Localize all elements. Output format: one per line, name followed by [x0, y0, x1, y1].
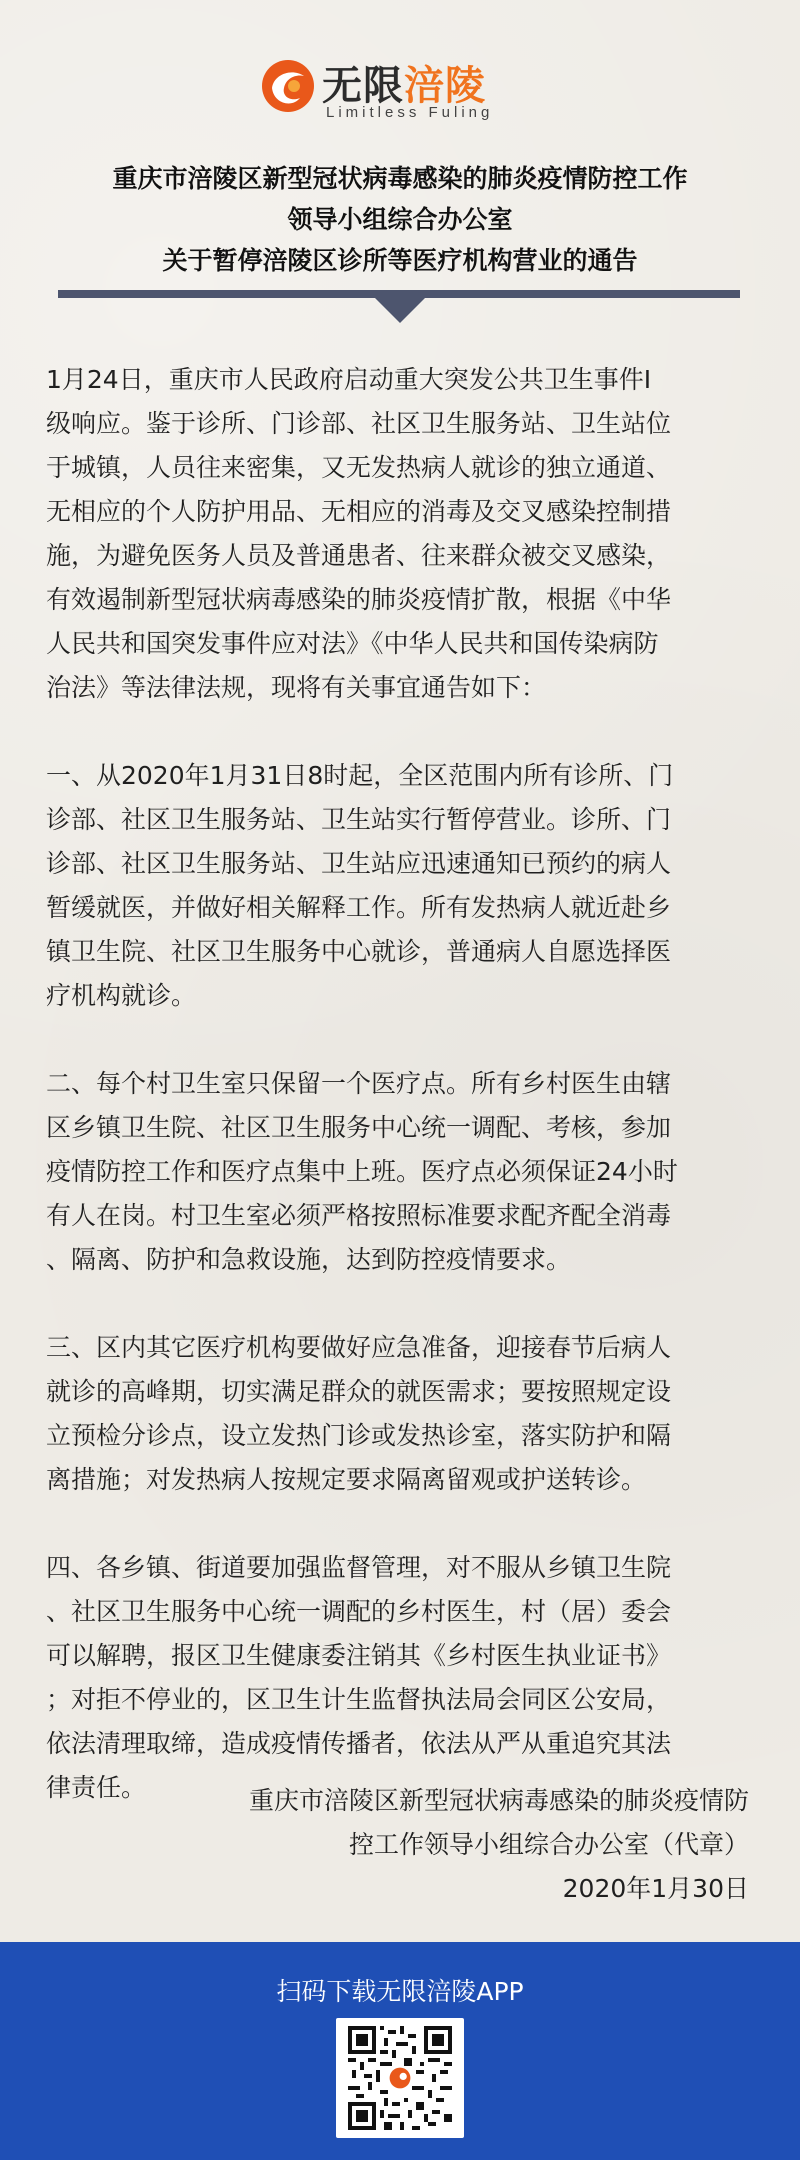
download-footer — [0, 1942, 800, 2160]
download-cta[interactable]: 扫码下载无限涪陵APP — [276, 1977, 524, 2006]
title-line-2: 领导小组综合办公室 — [287, 205, 513, 234]
paragraph-line: 诊部、社区卫生服务站、卫生站实行暂停营业。诊所、门 — [46, 805, 672, 834]
paragraph-line: 可以解聘，报区卫生健康委注销其《乡村医生执业证书》 — [46, 1641, 672, 1670]
brand-name-part2: 涪陵 — [404, 63, 486, 109]
brand-name-part1: 无限 — [322, 63, 404, 109]
paragraph-item-3 — [46, 1326, 754, 1502]
paragraph-line: 诊部、社区卫生服务站、卫生站应迅速通知已预约的病人 — [46, 849, 672, 878]
paragraph-intro — [46, 358, 754, 710]
notice-title — [40, 158, 760, 281]
brand-logo[interactable] — [260, 54, 540, 124]
brand-name — [322, 54, 486, 111]
paragraph-item-4 — [46, 1546, 754, 1810]
paragraph-line: 就诊的高峰期，切实满足群众的就医需求；要按照规定设 — [46, 1377, 672, 1406]
paragraph-line: 于城镇，人员往来密集，又无发热病人就诊的独立通道、 — [46, 453, 672, 482]
paragraph-line: ；对拒不停业的，区卫生计生监督执法局会同区公安局， — [46, 1685, 672, 1714]
paragraph-line: 暂缓就医，并做好相关解释工作。所有发热病人就近赴乡 — [46, 893, 672, 922]
paragraph-line: 二、每个村卫生室只保留一个医疗点。所有乡村医生由辖 — [46, 1069, 672, 1098]
paragraph-line: 有人在岗。村卫生室必须严格按照标准要求配齐配全消毒 — [46, 1201, 672, 1230]
paragraph-line: 治法》等法律法规，现将有关事宜通告如下： — [46, 673, 547, 702]
paragraph-item-2 — [46, 1062, 754, 1282]
paragraph-line: 立预检分诊点，设立发热门诊或发热诊室，落实防护和隔 — [46, 1421, 672, 1450]
notice-signature — [249, 1779, 749, 1911]
qr-code-icon — [348, 2026, 452, 2130]
qr-code[interactable] — [336, 2018, 464, 2138]
paragraph-line: 无相应的个人防护用品、无相应的消毒及交叉感染控制措 — [46, 497, 672, 526]
paragraph-line: 依法清理取缔，造成疫情传播者，依法从严从重追究其法 — [46, 1729, 672, 1758]
signature-org-line-2: 控工作领导小组综合办公室（代章） — [348, 1830, 749, 1859]
paragraph-line: 四、各乡镇、街道要加强监督管理，对不服从乡镇卫生院 — [46, 1553, 672, 1582]
signature-org-line-1: 重庆市涪陵区新型冠状病毒感染的肺炎疫情防 — [248, 1786, 749, 1815]
title-line-1: 重庆市涪陵区新型冠状病毒感染的肺炎疫情防控工作 — [112, 164, 688, 193]
paragraph-line: 、隔离、防护和急救设施，达到防控疫情要求。 — [46, 1245, 572, 1274]
paragraph-line: 人民共和国突发事件应对法》《中华人民共和国传染病防 — [46, 629, 659, 658]
brand-subtitle: Limitless Fuling — [326, 104, 494, 121]
paragraph-line: 疗机构就诊。 — [46, 981, 197, 1010]
paragraph-line: 三、区内其它医疗机构要做好应急准备，迎接春节后病人 — [46, 1333, 672, 1362]
paragraph-line: 、社区卫生服务中心统一调配的乡村医生，村（居）委会 — [46, 1597, 672, 1626]
logo-icon — [260, 58, 316, 114]
notice-body — [46, 358, 754, 1810]
paragraph-item-1 — [46, 754, 754, 1018]
paragraph-line: 级响应。鉴于诊所、门诊部、社区卫生服务站、卫生站位 — [46, 409, 672, 438]
divider-arrow-icon — [374, 297, 426, 323]
paragraph-line: 疫情防控工作和医疗点集中上班。医疗点必须保证24小时 — [46, 1157, 678, 1186]
paragraph-line: 有效遏制新型冠状病毒感染的肺炎疫情扩散，根据《中华 — [46, 585, 672, 614]
paragraph-line: 1月24日，重庆市人民政府启动重大突发公共卫生事件Ⅰ — [46, 365, 652, 394]
paragraph-line: 区乡镇卫生院、社区卫生服务中心统一调配、考核，参加 — [46, 1113, 672, 1142]
paragraph-line: 一、从2020年1月31日8时起，全区范围内所有诊所、门 — [46, 761, 674, 790]
signature-date: 2020年1月30日 — [562, 1874, 749, 1903]
paragraph-line: 施，为避免医务人员及普通患者、往来群众被交叉感染， — [46, 541, 672, 570]
title-line-3: 关于暂停涪陵区诊所等医疗机构营业的通告 — [162, 246, 638, 275]
paragraph-line: 离措施；对发热病人按规定要求隔离留观或护送转诊。 — [46, 1465, 647, 1494]
paragraph-line: 镇卫生院、社区卫生服务中心就诊，普通病人自愿选择医 — [46, 937, 672, 966]
paragraph-line: 律责任。 — [46, 1773, 147, 1802]
